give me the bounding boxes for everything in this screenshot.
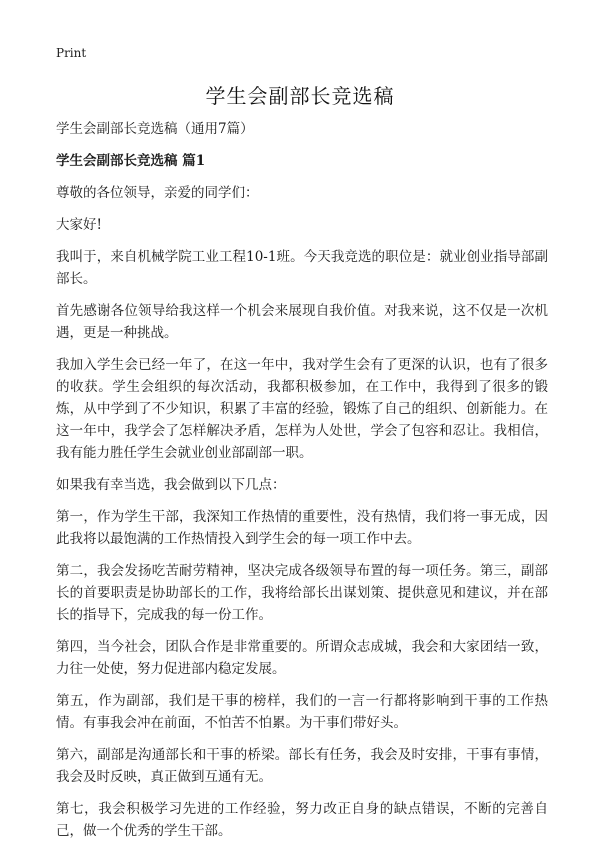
greeting: 大家好! — [56, 217, 102, 233]
paragraph-thanks: 首先感谢各位领导给我这样一个机会来展现自我价值。对我来说，这不仅是一次机遇，更是一种挑战。 — [56, 303, 548, 341]
document-body — [56, 118, 548, 852]
paragraph-intro: 我叫于，来自机械学院工业工程10-1班。今天我竞选的职位是：就业创业指导部副部长。 — [56, 249, 548, 287]
paragraph-point-1: 第一，作为学生干部，我深知工作热情的重要性，没有热情，我们将一事无成，因此我将以最饱满的工作热情投入到学生会的每一项工作中去。 — [56, 509, 548, 547]
paragraph-commitments-intro: 如果我有幸当选，我会做到以下几点： — [56, 477, 286, 493]
paragraph-point-5: 第五，作为副部，我们是干事的榜样，我们的一言一行都将影响到干事的工作热情。有事我会冲在前面，不怕苦不怕累。为干事们带好头。 — [56, 693, 548, 731]
document-title: 学生会副部长竞选稿 — [205, 84, 395, 108]
paragraph-point-2-3: 第二，我会发扬吃苦耐劳精神，坚决完成各级领导布置的每一项任务。第三，副部长的首要职责是协助部长的工作，我将给部长出谋划策、提供意见和建议，并在部长的指导下，完成我的每一份工作。 — [56, 563, 548, 623]
paragraph-point-4: 第四，当今社会，团队合作是非常重要的。所谓众志成城，我会和大家团结一致，力往一处使，努力促进部内稳定发展。 — [56, 639, 548, 677]
salutation: 尊敬的各位领导，亲爱的同学们： — [56, 185, 259, 201]
print-label: Print — [56, 46, 87, 60]
paragraph-point-7: 第七，我会积极学习先进的工作经验，努力改正自身的缺点错误，不断的完善自己，做一个优秀的学生干部。 — [56, 801, 548, 839]
paragraph-point-6: 第六，副部是沟通部长和干事的桥梁。部长有任务，我会及时安排，干事有事情，我会及时反映，真正做到互通有无。 — [56, 747, 548, 785]
document-subtitle: 学生会副部长竞选稿（通用7篇） — [56, 121, 254, 137]
paragraph-experience: 我加入学生会已经一年了，在这一年中，我对学生会有了更深的认识，也有了很多的收获。学生会组织的每次活动，我都积极参加，在工作中，我得到了很多的锻炼，从中学到了不少知识，积累了丰富的经验，锻炼了自己的组织、创新能力。在这一年中，我学会了怎样解决矛盾，怎样为人处世，学会了包容和忍让。我相信，我有能力胜任学生会就业创业部副部一职。 — [56, 357, 548, 461]
section-heading: 学生会副部长竞选稿 篇1 — [56, 153, 206, 169]
